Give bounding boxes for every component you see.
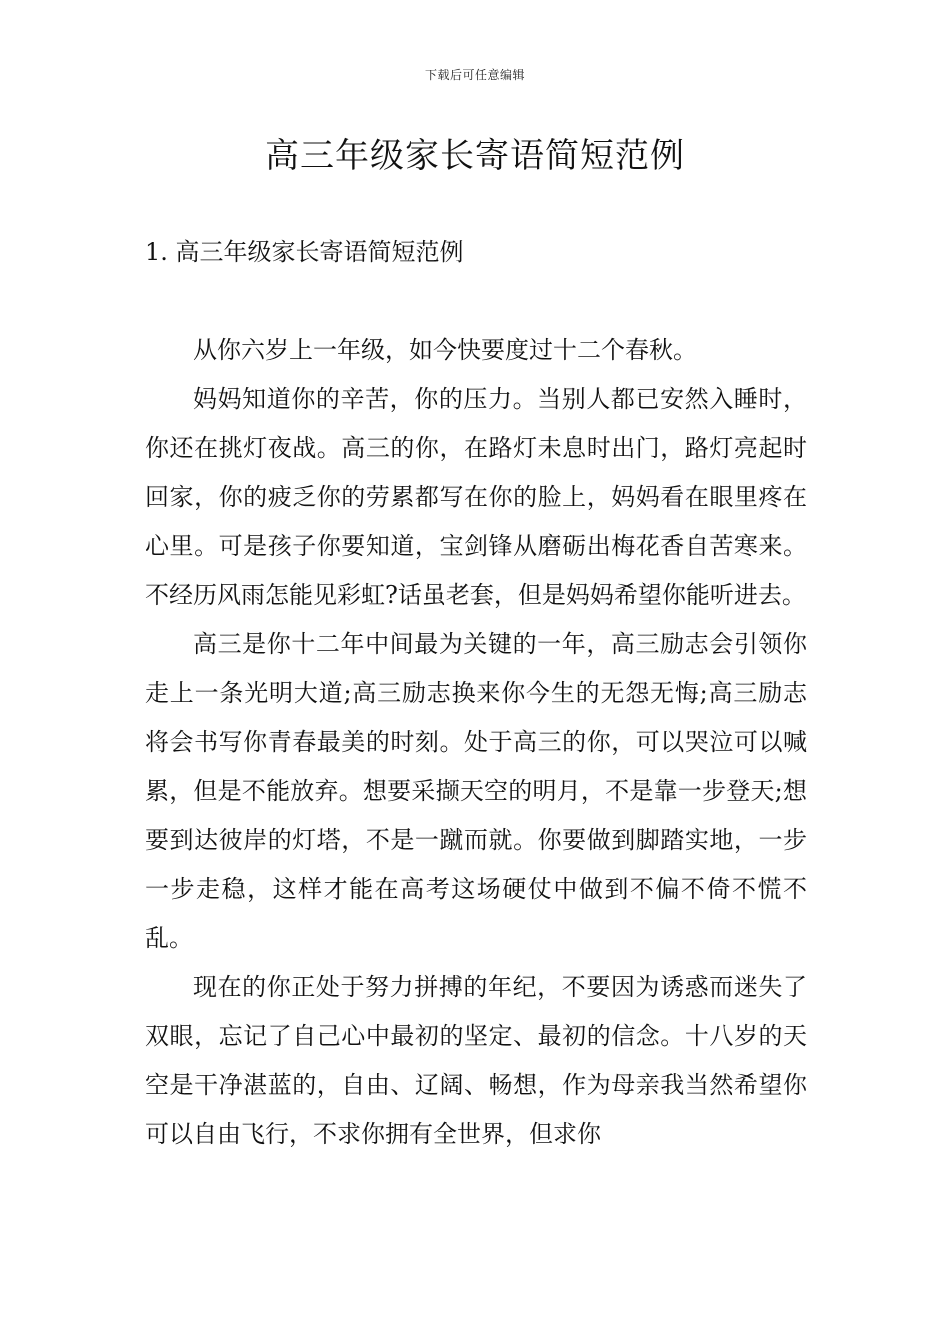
paragraph: 从你六岁上一年级，如今快要度过十二个春秋。 xyxy=(193,336,697,364)
document-body xyxy=(145,326,807,1159)
document-title: 高三年级家长寄语简短范例 xyxy=(265,136,685,176)
paragraph: 妈妈知道你的辛苦，你的压力。当别人都已安然入睡时，你还在挑灯夜战。高三的你，在路灯未息时出门，路灯亮起时回家，你的疲乏你的劳累都写在你的脸上，妈妈看在眼里疼在心里。可是孩子你要知道，宝剑锋从磨砺出梅花香自苦寒来。不经历风雨怎能见彩虹?话虽老套，但是妈妈希望你能听进去。 xyxy=(145,385,807,609)
header-note: 下载后可任意编辑 xyxy=(424,68,525,82)
paragraph: 高三是你十二年中间最为关键的一年，高三励志会引领你走上一条光明大道;高三励志换来你今生的无怨无悔;高三励志将会书写你青春最美的时刻。处于高三的你，可以哭泣可以喊累，但是不能放弃。想要采撷天空的明月，不是靠一步登天;想要到达彼岸的灯塔，不是一蹴而就。你要做到脚踏实地，一步一步走稳，这样才能在高考这场硬仗中做到不偏不倚不慌不乱。 xyxy=(145,630,807,952)
paragraph: 现在的你正处于努力拼搏的年纪，不要因为诱惑而迷失了双眼，忘记了自己心中最初的坚定、最初的信念。十八岁的天空是干净湛蓝的，自由、辽阔、畅想，作为母亲我当然希望你可以自由飞行，不求你拥有全世界，但求你 xyxy=(145,973,807,1148)
section-heading: 1. 高三年级家长寄语简短范例 xyxy=(145,238,464,266)
